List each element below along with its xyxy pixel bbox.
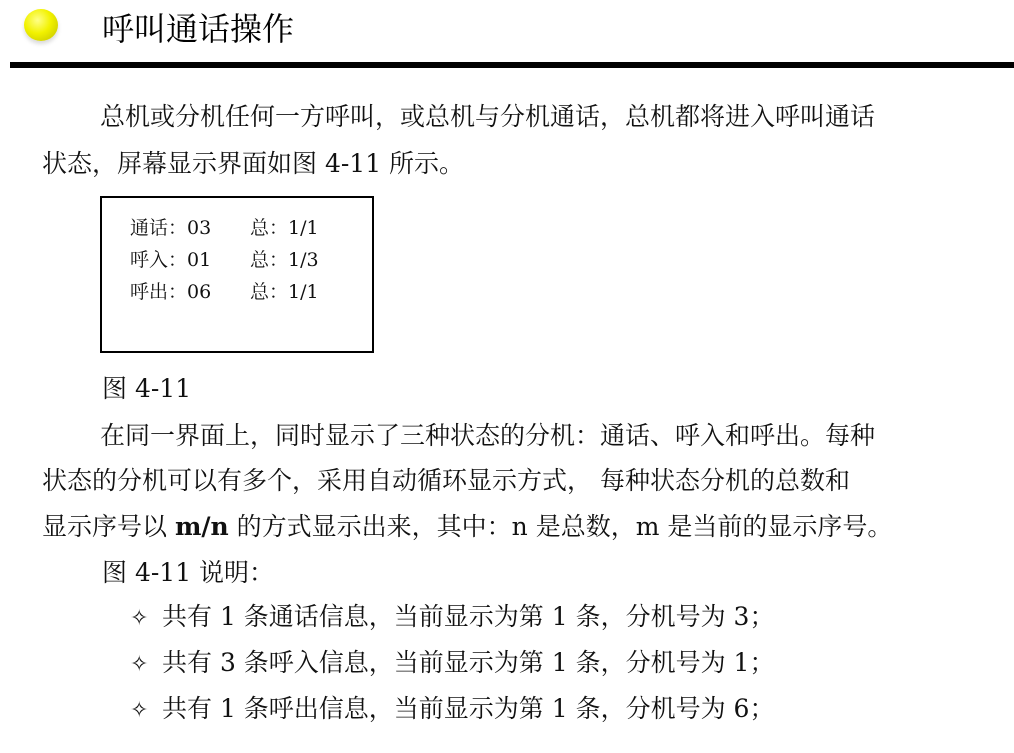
description-text: 显示序号以 [42,512,175,541]
list-item [130,640,774,688]
status-total: 总：1/1 [250,281,319,303]
explanation-heading: 图 4-11 说明： [102,558,275,587]
status-row-call [130,213,319,243]
diamond-star-icon: ✧ [130,606,149,631]
ratio-notation: m/n [174,512,229,541]
status-screen-figure [100,196,374,353]
title-divider [10,62,1014,68]
status-row-incoming [130,245,319,275]
description-text: 的方式显示出来，其中：n 是总数，m 是当前的显示序号。 [228,512,893,541]
intro-line-2: 状态，屏幕显示界面如图 4-11 所示。 [42,149,465,178]
status-label: 呼入：01 [130,249,212,271]
diamond-star-icon: ✧ [130,652,149,677]
status-row-outgoing [130,277,319,307]
status-total: 总：1/3 [250,249,319,271]
description-line-1: 在同一界面上，同时显示了三种状态的分机：通话、呼入和呼出。每种 [100,421,876,450]
page-title: 呼叫通话操作 [102,10,295,48]
status-label: 通话：03 [130,217,212,239]
list-item-text: 共有 3 条呼入信息，当前显示为第 1 条，分机号为 1； [162,648,775,677]
list-item [130,686,774,734]
status-label: 呼出：06 [130,281,212,303]
yellow-bullet-icon [24,9,58,41]
intro-line-1: 总机或分机任何一方呼叫，或总机与分机通话，总机都将进入呼叫通话 [100,102,876,131]
list-item-text: 共有 1 条呼出信息，当前显示为第 1 条，分机号为 6； [162,694,775,723]
list-item [130,594,774,642]
description-line-2: 状态的分机可以有多个，采用自动循环显示方式， 每种状态分机的总数和 [42,466,850,495]
list-item-text: 共有 1 条通话信息，当前显示为第 1 条，分机号为 3； [162,602,775,631]
figure-caption: 图 4-11 [102,374,192,403]
description-line-3 [42,503,892,550]
status-total: 总：1/1 [250,217,319,239]
diamond-star-icon: ✧ [130,698,149,723]
